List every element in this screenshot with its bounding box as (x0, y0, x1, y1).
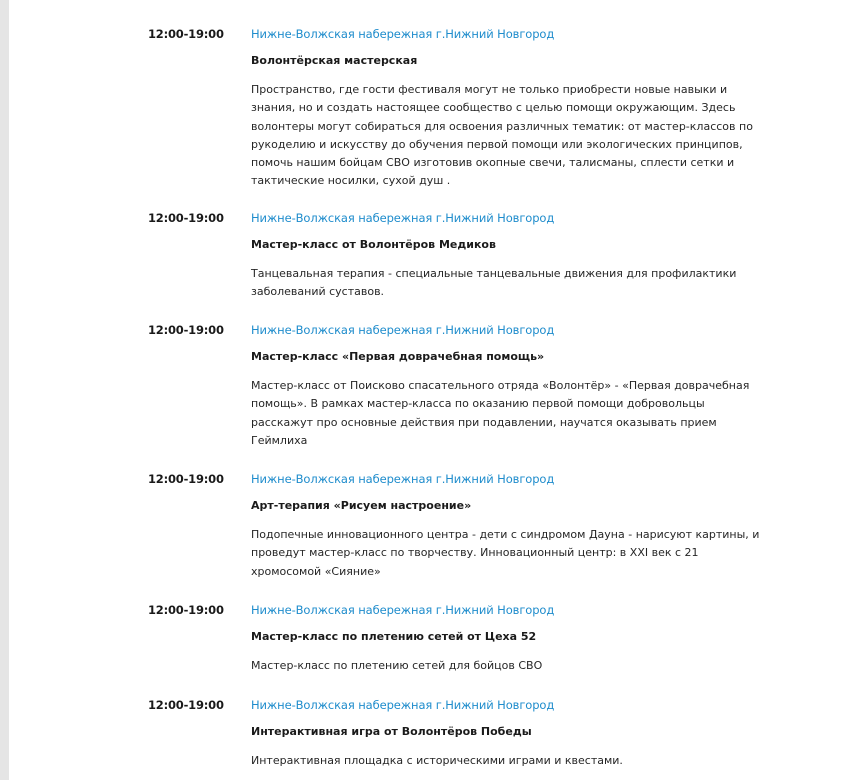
description-line: знания, но и создать настоящее сообщество с целью помощи окружающим. Здесь (251, 101, 736, 115)
event-description (251, 265, 737, 302)
event-body (251, 603, 731, 675)
event-description (251, 377, 750, 450)
event-body (251, 472, 760, 581)
description-line: рукоделию и искусству до обучения первой помощи или экологических принципов, (251, 137, 743, 151)
event-location-link[interactable]: Нижне-Волжская набережная г.Нижний Новгород (251, 27, 555, 41)
event-title: Волонтёрская мастерская (251, 54, 418, 67)
description-line: Пространство, где гости фестиваля могут не только приобрести новые навыки и (251, 83, 728, 96)
event-time: 12:00-19:00 (148, 698, 224, 712)
event-body (251, 211, 737, 302)
event-time: 12:00-19:00 (148, 323, 224, 337)
event-time: 12:00-19:00 (148, 211, 224, 225)
description-line: расскажут про основные действия при подавлении, научатся оказывать прием (251, 415, 717, 429)
description-line: Танцевальная терапия - специальные танцевальные движения для профилактики (251, 267, 737, 280)
event-time: 12:00-19:00 (148, 27, 224, 41)
event-time: 12:00-19:00 (148, 603, 224, 617)
event-title: Мастер-класс по плетению сетей от Цеха 52 (251, 630, 537, 643)
event-description (251, 657, 731, 675)
event-location-link[interactable]: Нижне-Волжская набережная г.Нижний Новгород (251, 472, 555, 486)
event-description (251, 81, 753, 191)
description-line: Интерактивная площадка с историческими играми и квестами. (251, 754, 623, 767)
description-line: Подопечные инновационного центра - дети с синдромом Дауна - нарисуют картины, и (251, 528, 760, 541)
event-location-link[interactable]: Нижне-Волжская набережная г.Нижний Новгород (251, 323, 555, 337)
event-title: Мастер-класс от Волонтёров Медиков (251, 238, 496, 251)
event-body (251, 323, 750, 450)
event-description (251, 752, 731, 770)
description-line: тактические носилки, сухой душ . (251, 174, 451, 188)
event-location-link[interactable]: Нижне-Волжская набережная г.Нижний Новгород (251, 698, 555, 712)
event-body (251, 27, 753, 191)
description-line: заболеваний суставов. (251, 285, 385, 299)
description-line: хромосомой «Сияние» (251, 564, 381, 578)
event-body (251, 698, 731, 770)
description-line: проведут мастер-класс по творчеству. Инновационный центр: в XXI век с 21 (251, 546, 699, 560)
event-title: Интерактивная игра от Волонтёров Победы (251, 725, 532, 738)
event-description (251, 526, 760, 581)
description-line: Мастер-класс от Поисково спасательного отряда «Волонтёр» - «Первая доврачебная (251, 379, 750, 392)
event-title: Арт-терапия «Рисуем настроение» (251, 499, 472, 512)
description-line: волонтеры могут собираться для освоения различных тематик: от мастер-классов по (251, 119, 753, 133)
event-title: Мастер-класс «Первая доврачебная помощь» (251, 350, 545, 363)
event-location-link[interactable]: Нижне-Волжская набережная г.Нижний Новгород (251, 603, 555, 617)
description-line: Мастер-класс по плетению сетей для бойцов СВО (251, 659, 543, 672)
description-line: Геймлиха (251, 433, 308, 447)
description-line: помочь нашим бойцам СВО изготовив окопные свечи, талисманы, сплести сетки и (251, 156, 735, 170)
description-line: помощь». В рамках мастер-класса по оказанию первой помощи добровольцы (251, 397, 705, 411)
event-time: 12:00-19:00 (148, 472, 224, 486)
left-scroll-rail (0, 0, 9, 780)
event-location-link[interactable]: Нижне-Волжская набережная г.Нижний Новгород (251, 211, 555, 225)
